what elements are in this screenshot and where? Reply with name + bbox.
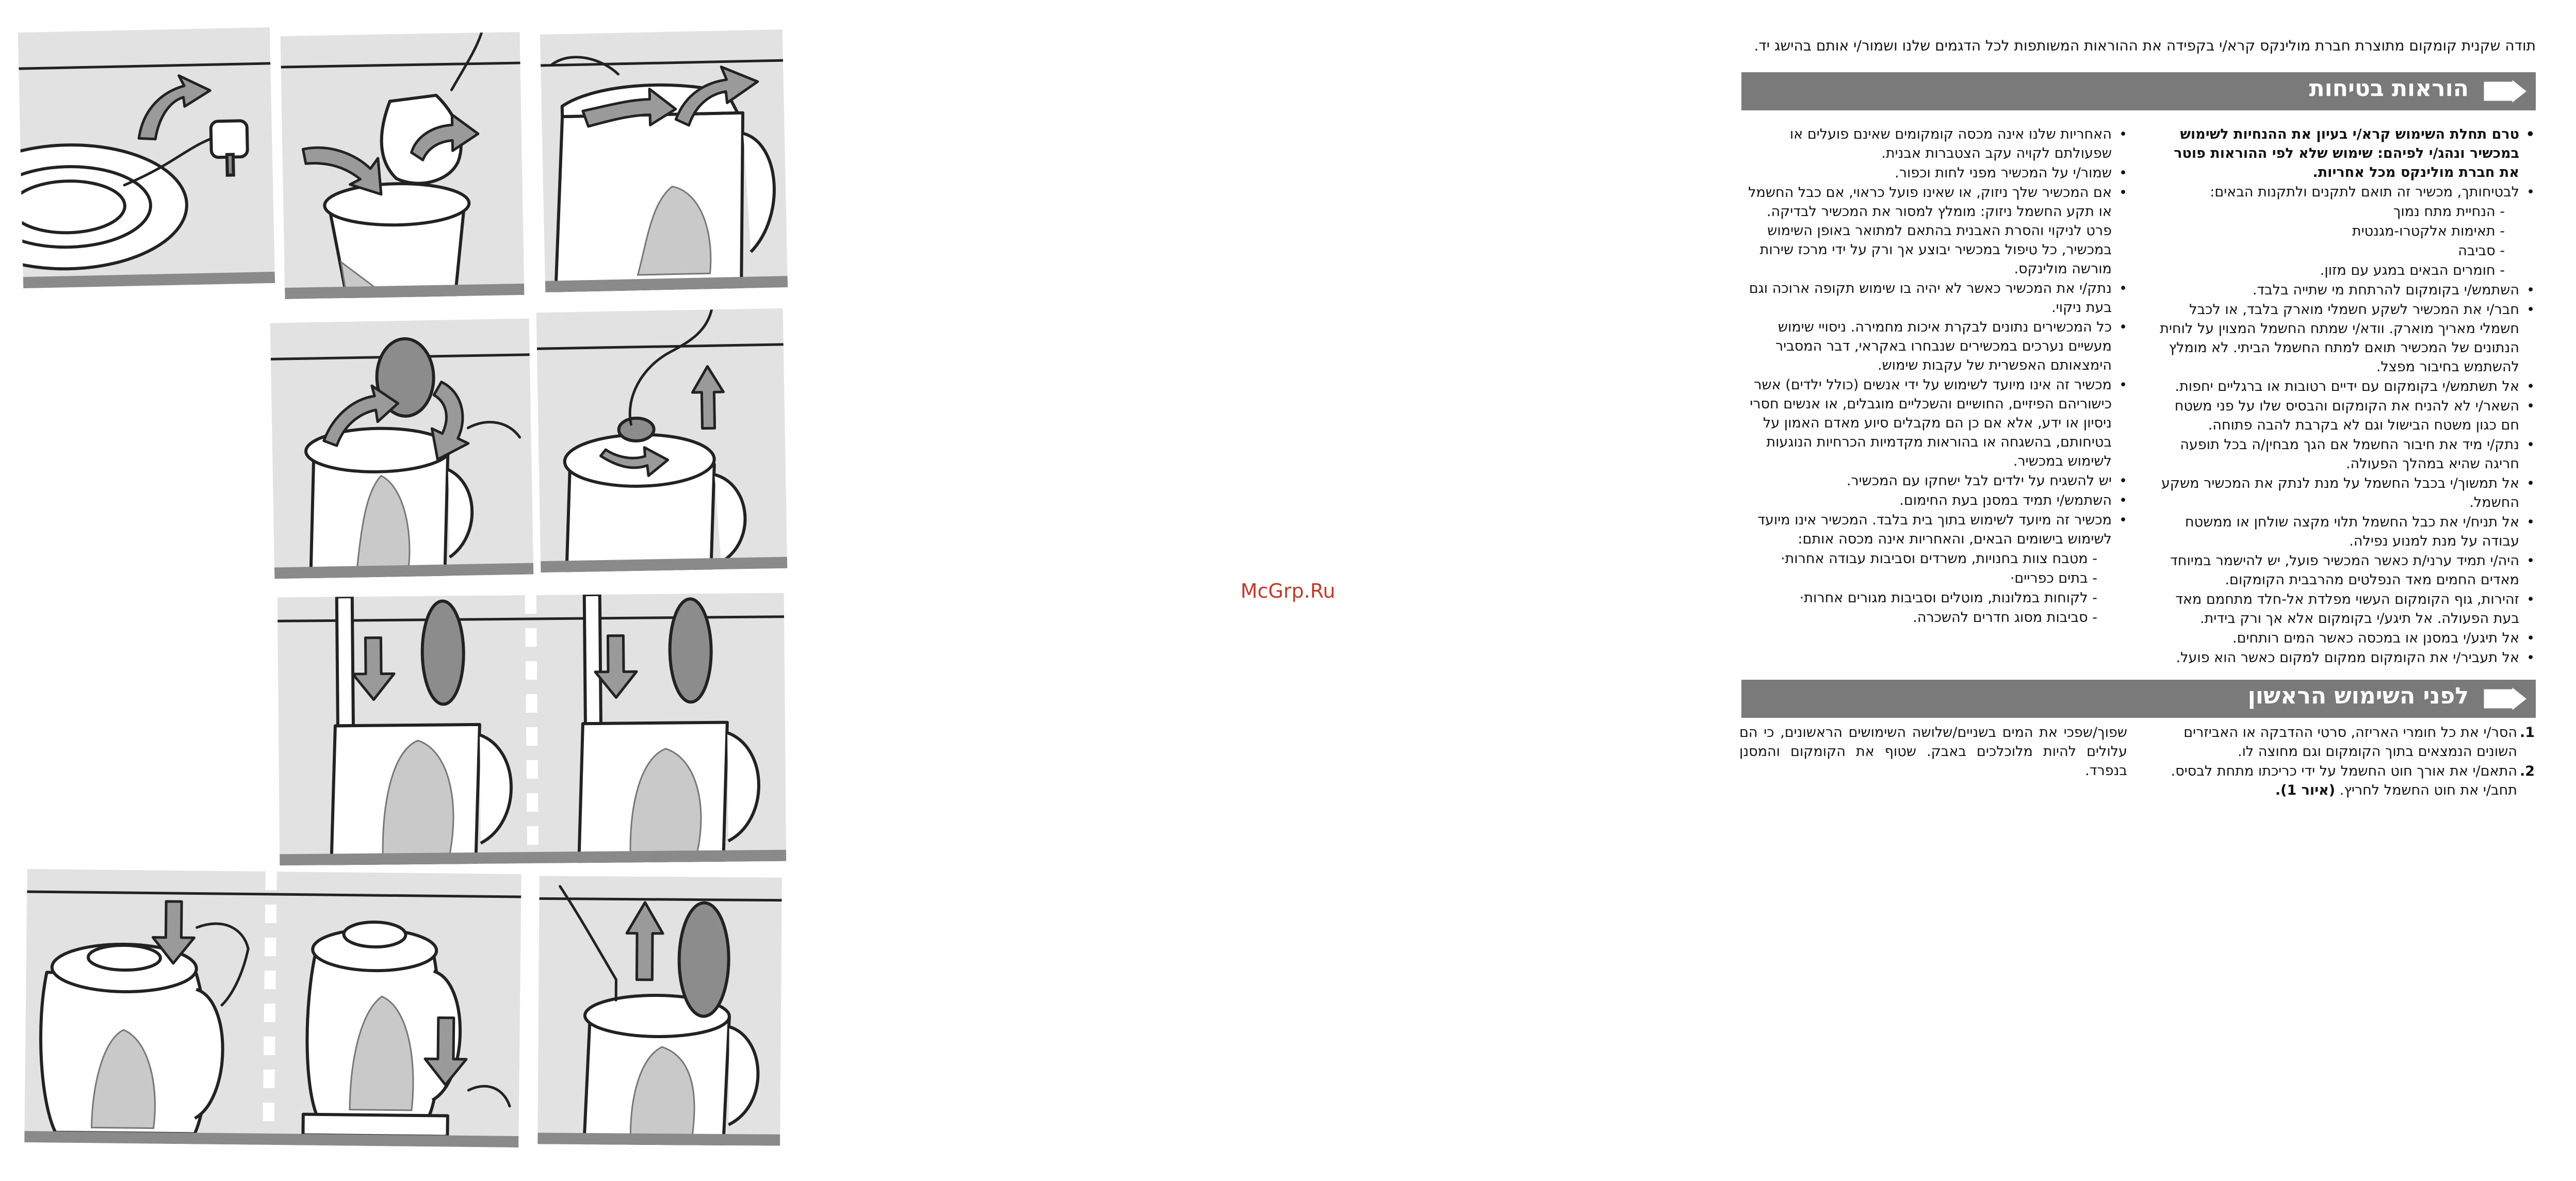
- safety-item: • חבר/י את המכשיר לשקע חשמלי מוארק בלבד, או לכבל חשמלי מאריך מוארק. וודא/י שמתח החשמל המצוין על לוחית הנתונים של המכשיר תואם למתח החשמל הביתי. לא מומלץ להשתמש בחיבור מפצל.: [2155, 300, 2535, 376]
- first-use-step: [2150, 762, 2535, 800]
- first-use-column-left: [1739, 723, 2127, 781]
- figure-7-switch-on-off: [24, 869, 521, 1147]
- safety-item: • אל תמשוך/י בכבל החשמל על מנת לנתק את המכשיר משקע החשמל.: [2155, 474, 2535, 512]
- step-text: התאם/י את אורך חוט החשמל על ידי כריכתו מתחת לבסיס. תחב/י את חוט החשמל לחריץ.: [2171, 763, 2517, 798]
- intro-text: תודה שקנית קומקום מתוצרת חברת מולינקס קרא/י בקפידה את ההוראות המשותפות לכל הדגמים שלנו ושמור/י אותם בהישג יד.: [1754, 37, 2536, 54]
- first-use-title: לפני השימוש הראשון: [2247, 683, 2469, 709]
- safety-column-right: [2155, 125, 2535, 668]
- safety-item: • השאר/י לא להניח את הקומקום והבסיס שלו על פני משטח חם כגון משטח הבישול וגם לא בקרבת להבה פתוחה.: [2155, 397, 2535, 435]
- first-use-header-bar: [1741, 680, 2536, 718]
- safety-item: • יש להשגיח על ילדים לבל ישחקו עם המכשיר.: [1739, 471, 2127, 490]
- safety-item: • מכשיר זה מיועד לשימוש בתוך בית בלבד. המכשיר אינו מיועד לשימוש בישומים הבאים, והאחריות אינה מכסה אותם:: [1739, 511, 2127, 549]
- safety-item: • אל תיגע/י במסנן או במכסה כאשר המים רותחים.: [2155, 629, 2535, 648]
- safety-header-bar: [1741, 72, 2536, 110]
- figure-reference: (איור 1).: [2275, 782, 2336, 798]
- figure-5-lift-filter: [536, 308, 788, 572]
- remove-filter-illustration: [270, 319, 534, 579]
- figure-1-cord-storage: [18, 27, 275, 288]
- first-use-paragraph: שפוך/שפכי את המים בשניים/שלושה השימושים הראשונים, כי הם עלולים להיות מלוכלכים באבק. שטוף את הקומקום והמסנן בנפרד.: [1739, 725, 2127, 779]
- pour-illustration: [537, 876, 782, 1145]
- safety-item: • השתמש/י תמיד במסנן בעת החימום.: [1739, 491, 2127, 510]
- safety-subitem: - חומרים הבאים במגע עם מזון.: [2320, 263, 2505, 278]
- safety-subitem: - סביבה: [2458, 243, 2505, 259]
- step-text: הסר/י את כל חומרי האריזה, סרטי ההדבקה או האביזרים השונים הנמצאים בתוך הקומקום וגם מחוצה לו.: [2183, 725, 2517, 760]
- arrow-icon: [2480, 685, 2532, 713]
- safety-column-left: [1739, 125, 2127, 628]
- figure-8-pour: [537, 876, 782, 1145]
- first-use-step: [2150, 723, 2535, 761]
- safety-item: • נתק/י את המכשיר כאשר לא יהיה בו שימוש תקופה ארוכה וגם בעת ניקוי.: [1739, 279, 2127, 317]
- safety-item: • השתמש/י בקומקום להרתחת מי שתייה בלבד.: [2155, 281, 2535, 300]
- safety-item: • שמור/י על המכשיר מפני לחות וכפור.: [1739, 163, 2127, 183]
- safety-subitem: - הנחיית מתח נמוך: [2393, 204, 2505, 220]
- step-number: 2.: [2519, 763, 2535, 779]
- first-use-column-right: [2150, 723, 2535, 800]
- safety-item: • טרם תחלת השימוש קרא/י בעיון את ההנחיות לשימוש במכשיר ונהג/י לפיהם: שימוש שלא לפי ההוראות פוטר את חברת מולינקס מכל אחריות.: [2155, 125, 2535, 182]
- safety-item: • אל תשתמש/י בקומקום עם ידיים רטובות או ברגליים יחפות.: [2155, 377, 2535, 396]
- safety-subitem: - תאימות אלקטרו-מגנטית: [2352, 223, 2505, 239]
- safety-item: • אם המכשיר שלך ניזוק, או שאינו פועל כראוי, אם כבל החשמל או תקע החשמל ניזוק: מומלץ למסור את המכשיר לבדיקה. פרט לניקוי והסרת האבנית בהתאם למתואר באופן השימוש במכשיר, כל טיפול במכשיר יבוצע אך ורק על ידי מרכז שירות מורשה מולינקס.: [1739, 183, 2127, 278]
- safety-subitem: - מטבח צוות בחנויות, משרדים וסביבות עבודה אחרות·: [1780, 551, 2097, 567]
- safety-item: • זהירות, גוף הקומקום העשוי מפלדת אל-חלד מתחמם מאד בעת הפעולה. אל תיגע/י בקומקום אלא אך ורק בידית.: [2155, 590, 2535, 628]
- figure-4-remove-filter: [270, 319, 534, 579]
- safety-title: הוראות בטיחות: [2309, 75, 2469, 102]
- safety-item: • היה/י תמיד ערני/ת כאשר המכשיר פועל, יש להישמר במיוחד מאדים החמים מאד הנפלטים מהרבבית הקומקום.: [2155, 551, 2535, 589]
- safety-item: • האחריות שלנו אינה מכסה קומקומים שאינם פועלים או שפעולתם לקויה עקב הצטברות אבנית.: [1739, 125, 2127, 163]
- figure-6-fill-water: [278, 593, 787, 866]
- watermark: McGrp.Ru: [1241, 580, 1335, 602]
- open-lid-illustration: [281, 32, 525, 299]
- safety-subitem: - לקוחות במלונות, מוטלים וסביבות מגורים אחרות·: [1799, 590, 2097, 606]
- figure-3-close-lid: [540, 29, 788, 292]
- safety-item: • לבטיחותך, מכשיר זה תואם לתקנים ולתקנות הבאים:: [2155, 183, 2535, 202]
- safety-item: • נתק/י מיד את חיבור החשמל אם הגך מבחין/ה בכל תופעה חריגה שהיא במהלך הפעולה.: [2155, 435, 2535, 473]
- step-number: 1.: [2519, 725, 2535, 741]
- close-lid-illustration: [540, 29, 788, 292]
- safety-item: • אל תעביר/י את הקומקום ממקום למקום כאשר הוא פועל.: [2155, 648, 2535, 667]
- lift-filter-illustration: [536, 308, 788, 572]
- divider-dashed: [525, 595, 539, 863]
- safety-subitem: - בתים כפריים·: [2010, 570, 2097, 586]
- base-cord-illustration: [18, 27, 275, 288]
- safety-subitem: - סביבות מסוג חדרים להשכרה.: [1913, 610, 2097, 626]
- safety-item: • מכשיר זה אינו מיועד לשימוש על ידי אנשים (כולל ילדים) אשר כישוריהם הפיזיים, החושיים והשכליים מוגבלים, או אנשים חסרי ניסיון או ידע, אלא אם כן הם מקבלים סיוע מאדם האמון על בטיחותם, בהשגחה או בהוראות מקדמיות הכרחיות הנוגעות לשימוש במכשיר.: [1739, 375, 2127, 471]
- arrow-icon: [2480, 77, 2532, 105]
- figure-2-open-lid: [281, 32, 525, 299]
- safety-item: • אל תניח/י את כבל החשמל תלוי מקצה שולחן או ממשטח עבודה על מנת למנוע נפילה.: [2155, 513, 2535, 551]
- safety-item: • כל המכשירים נתונים לבקרת איכות מחמירה. ניסויי שימוש מעשיים נערכים במכשירים שנבחרו באקראי, דבר המסביר הימצאותם האפשרית של עקבות שימוש.: [1739, 318, 2127, 375]
